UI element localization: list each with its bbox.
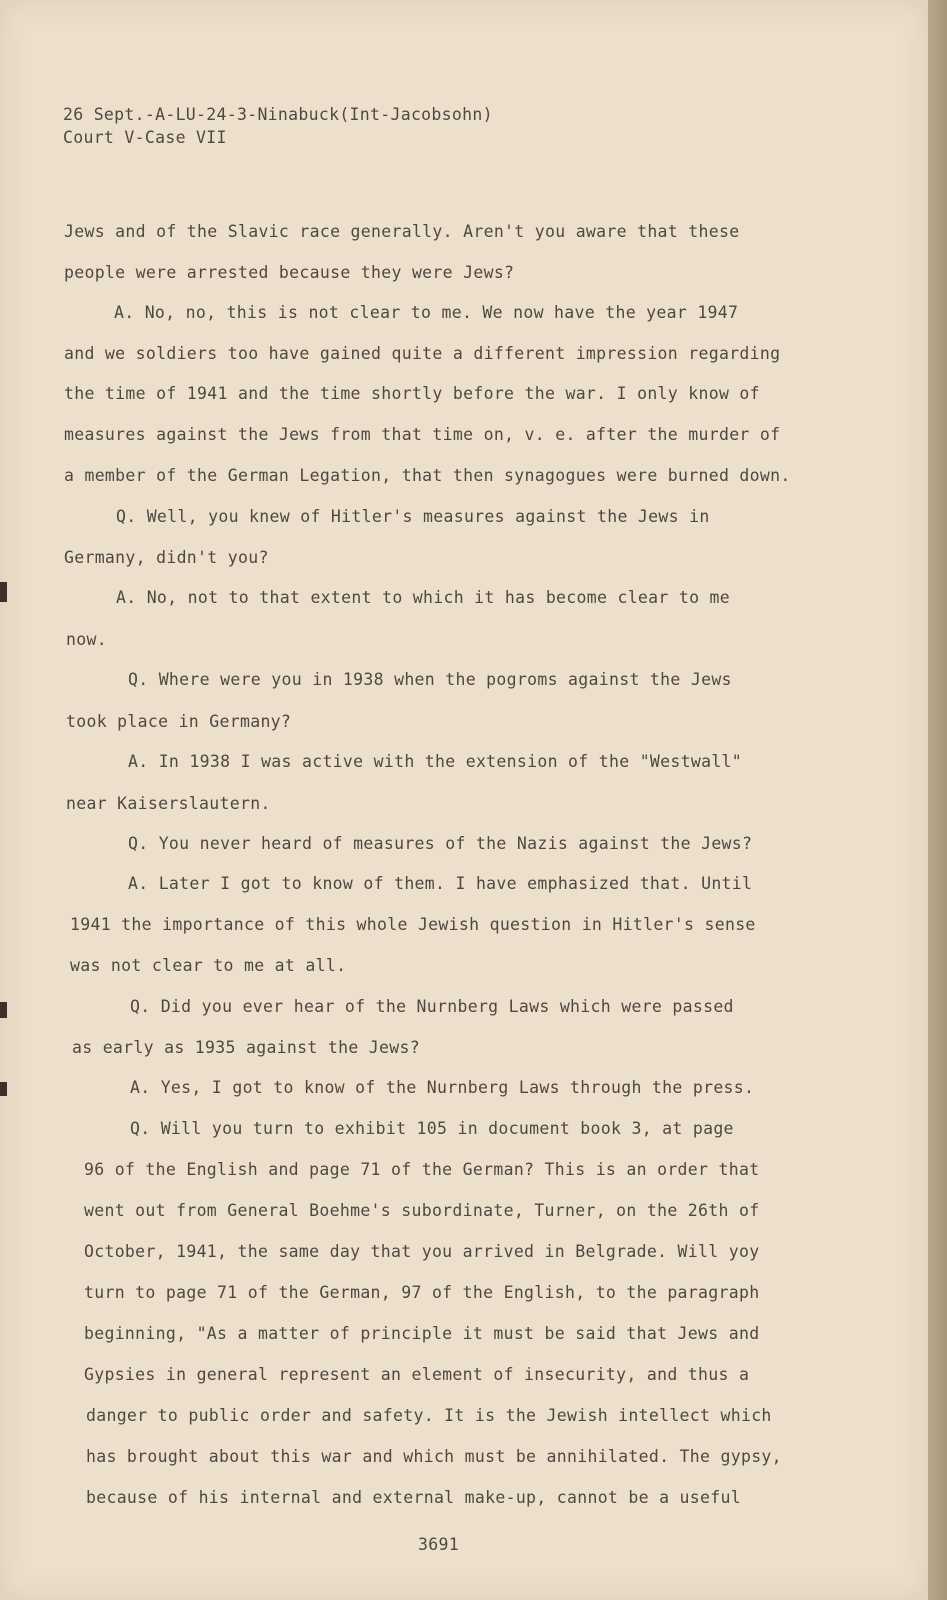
page-number: 3691 bbox=[418, 1535, 459, 1554]
header-reference-line: 26 Sept.-A-LU-24-3-Ninabuck(Int-Jacobsohn) bbox=[63, 105, 493, 124]
transcript-line: 1941 the importance of this whole Jewish question in Hitler's sense bbox=[70, 915, 756, 934]
binding-mark bbox=[0, 1082, 7, 1096]
transcript-line: as early as 1935 against the Jews? bbox=[72, 1038, 420, 1057]
page-edge-background bbox=[928, 0, 947, 1600]
binding-mark bbox=[0, 1002, 7, 1018]
transcript-line: a member of the German Legation, that then synagogues were burned down. bbox=[64, 466, 791, 485]
transcript-line: October, 1941, the same day that you arrived in Belgrade. Will yoy bbox=[84, 1242, 760, 1261]
transcript-line: A. Yes, I got to know of the Nurnberg Laws through the press. bbox=[130, 1078, 755, 1097]
transcript-line: went out from General Boehme's subordinate, Turner, on the 26th of bbox=[84, 1201, 760, 1220]
header-court-line: Court V-Case VII bbox=[63, 128, 227, 147]
transcript-line: turn to page 71 of the German, 97 of the English, to the paragraph bbox=[84, 1283, 760, 1302]
transcript-line: measures against the Jews from that time on, v. e. after the murder of bbox=[64, 425, 781, 444]
transcript-line: Q. Well, you knew of Hitler's measures against the Jews in bbox=[116, 507, 710, 526]
transcript-line: has brought about this war and which must be annihilated. The gypsy, bbox=[86, 1447, 782, 1466]
transcript-line: danger to public order and safety. It is the Jewish intellect which bbox=[86, 1406, 772, 1425]
transcript-line: Q. You never heard of measures of the Nazis against the Jews? bbox=[128, 834, 753, 853]
transcript-line: A. No, not to that extent to which it has become clear to me bbox=[116, 588, 731, 607]
document-header bbox=[63, 103, 493, 149]
transcript-line: Q. Will you turn to exhibit 105 in document book 3, at page bbox=[130, 1119, 734, 1138]
transcript-line: A. In 1938 I was active with the extension of the "Westwall" bbox=[128, 752, 743, 771]
transcript-line: Germany, didn't you? bbox=[64, 548, 269, 567]
transcript-line: because of his internal and external make-up, cannot be a useful bbox=[86, 1488, 741, 1507]
transcript-line: Jews and of the Slavic race generally. Aren't you aware that these bbox=[64, 222, 740, 241]
transcript-line: and we soldiers too have gained quite a different impression regarding bbox=[64, 344, 781, 363]
binding-mark bbox=[0, 582, 7, 602]
transcript-line: beginning, "As a matter of principle it must be said that Jews and bbox=[84, 1324, 760, 1343]
transcript-line: the time of 1941 and the time shortly before the war. I only know of bbox=[64, 384, 760, 403]
transcript-line: Q. Did you ever hear of the Nurnberg Laws which were passed bbox=[130, 997, 734, 1016]
transcript-line: near Kaiserslautern. bbox=[66, 794, 271, 813]
transcript-line: people were arrested because they were Jews? bbox=[64, 263, 515, 282]
transcript-line: Gypsies in general represent an element of insecurity, and thus a bbox=[84, 1365, 750, 1384]
transcript-line: now. bbox=[66, 630, 107, 649]
transcript-line: was not clear to me at all. bbox=[70, 956, 347, 975]
transcript-line: A. Later I got to know of them. I have emphasized that. Until bbox=[128, 874, 753, 893]
transcript-line: A. No, no, this is not clear to me. We now have the year 1947 bbox=[114, 303, 739, 322]
transcript-line: Q. Where were you in 1938 when the pogroms against the Jews bbox=[128, 670, 732, 689]
transcript-line: 96 of the English and page 71 of the German? This is an order that bbox=[84, 1160, 760, 1179]
transcript-line: took place in Germany? bbox=[66, 712, 292, 731]
